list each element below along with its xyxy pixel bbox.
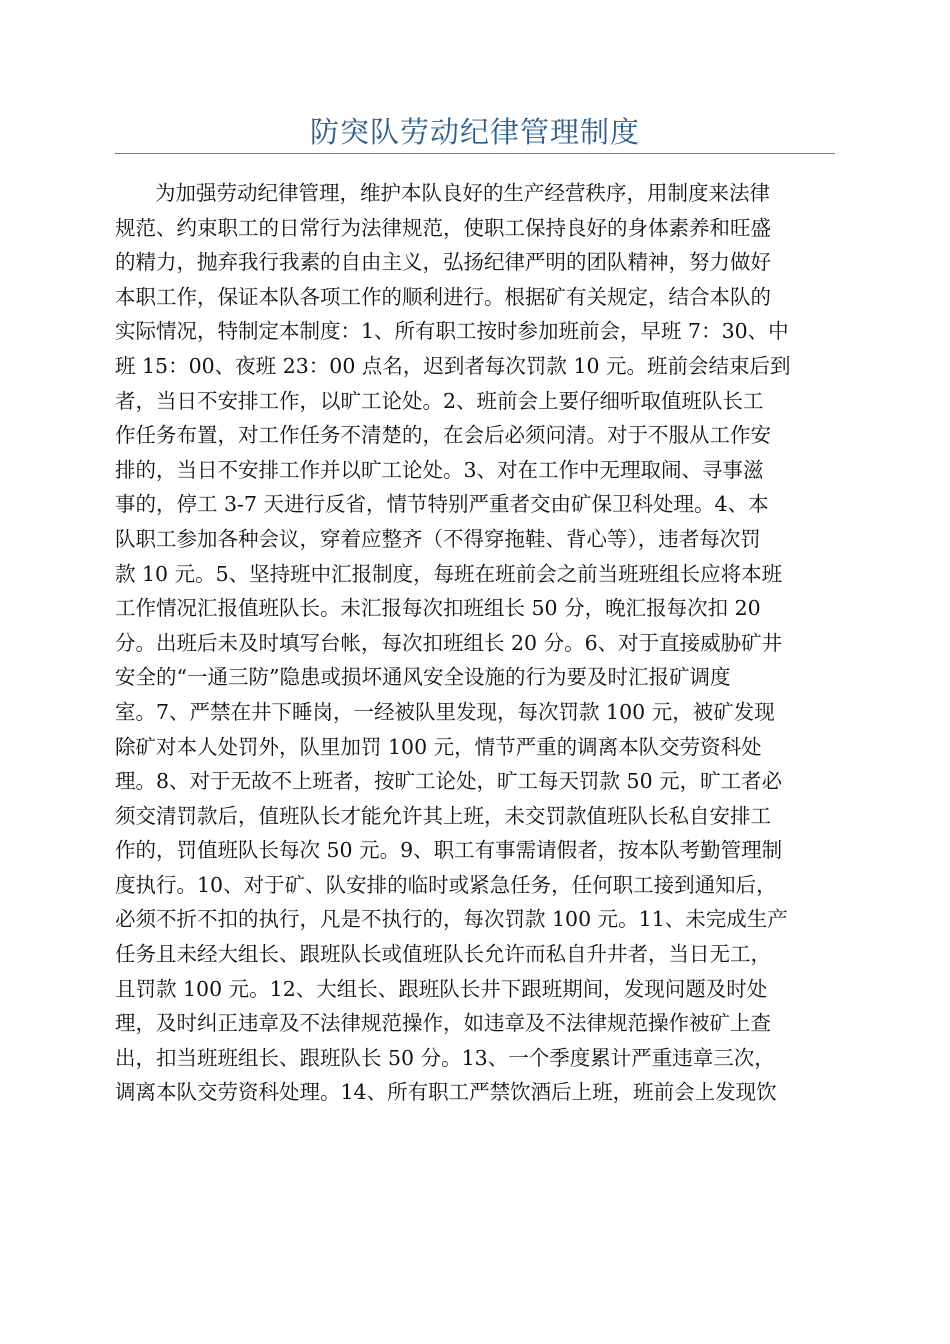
body-line: 理，及时纠正违章及不法律规范操作，如违章及不法律规范操作被矿上查 — [115, 1011, 771, 1036]
body-line: 本职工作，保证本队各项工作的顺利进行。根据矿有关规定，结合本队的 — [115, 284, 771, 309]
title-underline — [115, 153, 835, 154]
body-line: 款 10 元。5、坚持班中汇报制度，每班在班前会之前当班班组长应将本班 — [115, 561, 783, 586]
document-body — [115, 176, 835, 1110]
body-line: 安全的“一通三防”隐患或损坏通风安全设施的行为要及时汇报矿调度 — [115, 665, 731, 690]
body-line: 的精力，抛弃我行我素的自由主义，弘扬纪律严明的团队精神，努力做好 — [115, 250, 771, 275]
body-line: 事的，停工 3-7 天进行反省，情节特别严重者交由矿保卫科处理。4、本 — [115, 492, 769, 517]
body-line: 为加强劳动纪律管理，维护本队良好的生产经营秩序，用制度来法律 — [155, 181, 770, 205]
body-line: 度执行。10、对于矿、队安排的临时或紧急任务，任何职工接到通知后， — [115, 872, 777, 897]
body-line: 调离本队交劳资科处理。14、所有职工严禁饮酒后上班，班前会上发现饮 — [115, 1080, 777, 1105]
body-line: 除矿对本人处罚外，队里加罚 100 元，情节严重的调离本队交劳资科处 — [115, 734, 762, 759]
body-line: 分。出班后未及时填写台帐，每次扣班组长 20 分。6、对于直接威胁矿井 — [115, 630, 783, 655]
body-line: 出，扣当班班组长、跟班队长 50 分。13、一个季度累计严重违章三次， — [115, 1045, 775, 1070]
body-line: 实际情况，特制定本制度：1、所有职工按时参加班前会，早班 7：30、中 — [115, 319, 789, 344]
body-line: 且罚款 100 元。12、大组长、跟班队长井下跟班期间，发现问题及时处 — [115, 976, 768, 1001]
document-title: 防突队劳动纪律管理制度 — [309, 115, 640, 149]
body-line: 工作情况汇报值班队长。未汇报每次扣班组长 50 分，晚汇报每次扣 20 — [115, 596, 761, 621]
body-line: 者，当日不安排工作，以旷工论处。2、班前会上要仔细听取值班队长工 — [115, 388, 764, 413]
body-line: 作任务布置，对工作任务不清楚的，在会后必须问清。对于不服从工作安 — [115, 423, 771, 448]
body-line: 作的，罚值班队长每次 50 元。9、职工有事需请假者，按本队考勤管理制 — [115, 838, 783, 863]
body-line: 规范、约束职工的日常行为法律规范，使职工保持良好的身体素养和旺盛 — [115, 215, 771, 240]
body-line: 室。7、严禁在井下睡岗，一经被队里发现，每次罚款 100 元，被矿发现 — [115, 699, 775, 724]
body-line: 必须不折不扣的执行，凡是不执行的，每次罚款 100 元。11、未完成生产 — [115, 907, 788, 932]
body-line: 须交清罚款后，值班队长才能允许其上班，未交罚款值班队长私自安排工 — [115, 803, 771, 828]
body-line: 队职工参加各种会议，穿着应整齐（不得穿拖鞋、背心等），违者每次罚 — [115, 526, 761, 551]
body-line: 班 15：00、夜班 23：00 点名，迟到者每次罚款 10 元。班前会结束后到 — [115, 353, 791, 378]
body-line: 理。8、对于无故不上班者，按旷工论处，旷工每天罚款 50 元，旷工者必 — [115, 769, 783, 794]
body-line: 任务且未经大组长、跟班队长或值班队长允许而私自升井者，当日无工， — [115, 942, 771, 967]
body-line: 排的，当日不安排工作并以旷工论处。3、对在工作中无理取闹、寻事滋 — [115, 457, 764, 482]
